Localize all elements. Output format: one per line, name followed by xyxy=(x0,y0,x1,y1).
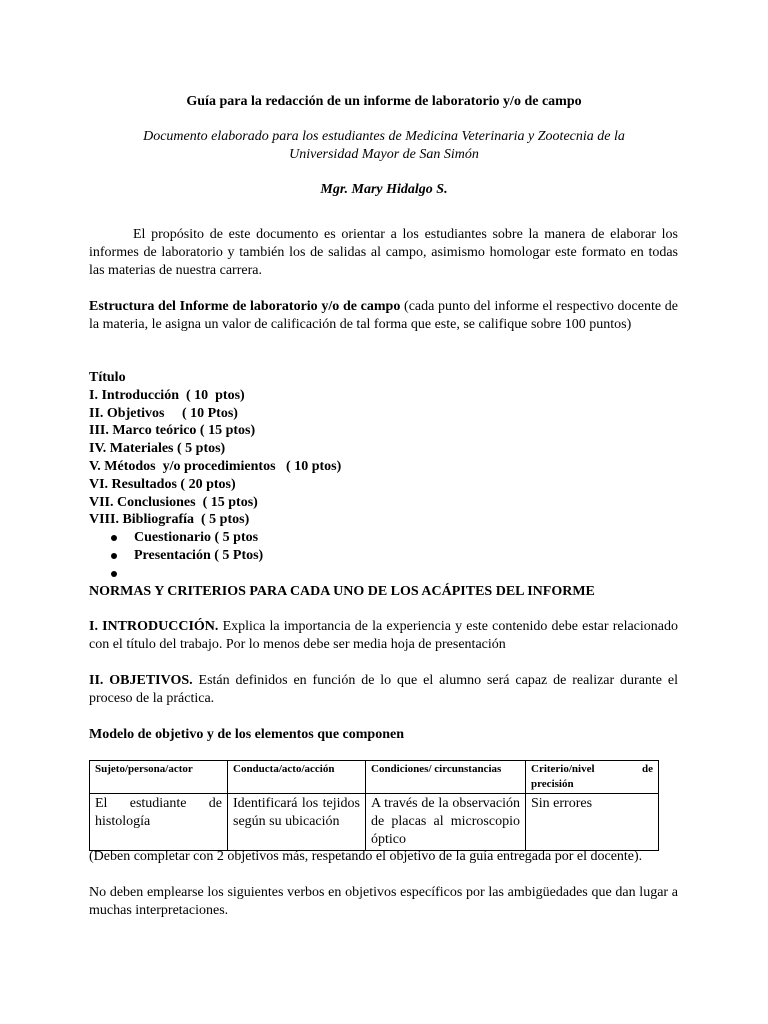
toc-item-conclusiones: VII. Conclusiones ( 15 ptos) xyxy=(89,494,258,510)
subtitle-line-2: Universidad Mayor de San Simón xyxy=(289,147,479,162)
toc-bullet-list xyxy=(89,529,678,582)
table-cell-sujeto: El estudiante de histología xyxy=(90,794,228,851)
estructura-heading: Estructura del Informe de laboratorio y/o de campo xyxy=(89,299,401,314)
intro-paragraph: El propósito de este documento es orientar a los estudiantes sobre la manera de elaborar los informes de laboratorio y también los de salidas al campo, asimismo homologar este formato en todas las materias de nuestra carrera. xyxy=(89,227,678,278)
document-subtitle xyxy=(89,128,679,164)
toc-item-marco-teorico: III. Marco teórico ( 15 ptos) xyxy=(89,423,256,439)
normas-heading: NORMAS Y CRITERIOS PARA CADA UNO DE LOS ACÁPITES DEL INFORME xyxy=(89,584,595,599)
table-cell-condiciones: A través de la observación de placas al microscopio óptico xyxy=(366,794,526,851)
table-cell-criterio: Sin errores xyxy=(526,794,659,851)
objetivos-heading: II. OBJETIVOS. xyxy=(89,673,193,688)
objective-model-table xyxy=(89,760,659,851)
table-cell-conducta: Identificará los tejidos según su ubicación xyxy=(228,794,366,851)
table-header-condiciones: Condiciones/ circunstancias xyxy=(366,761,526,794)
table-header-conducta: Conducta/acto/acción xyxy=(228,761,366,794)
note-paragraph-1: (Deben completar con 2 objetivos más, respetando el objetivo de la guía entregada por el docente). xyxy=(89,849,643,864)
document-author: Mgr. Mary Hidalgo S. xyxy=(320,182,448,197)
toc-item-resultados: VI. Resultados ( 20 ptos) xyxy=(89,476,236,492)
introduccion-heading: I. INTRODUCCIÓN. xyxy=(89,619,219,634)
introduccion-paragraph xyxy=(89,618,678,654)
estructura-paragraph xyxy=(89,298,678,334)
toc-bullet-presentacion: Presentación ( 5 Ptos) xyxy=(89,547,678,565)
table-row xyxy=(90,794,659,851)
subtitle-line-1: Documento elaborado para los estudiantes de Medicina Veterinaria y Zootecnia de la xyxy=(143,129,625,144)
toc-bullet-cuestionario: Cuestionario ( 5 ptos xyxy=(89,529,678,547)
table-header-sujeto: Sujeto/persona/actor xyxy=(90,761,228,794)
objetivos-text: Están definidos en función de lo que el alumno será capaz de realizar durante el proceso de la práctica. xyxy=(89,673,679,706)
report-structure-list xyxy=(89,369,678,583)
toc-item-materiales: IV. Materiales ( 5 ptos) xyxy=(89,441,226,457)
table-header-criterio: Criterio/nivel de precisión xyxy=(526,761,659,794)
estructura-text: (cada punto del informe el respectivo docente de la materia, le asigna un valor de calificación de tal forma que este, se califique sobre 100 puntos) xyxy=(89,299,678,332)
toc-item-introduccion: I. Introducción ( 10 ptos) xyxy=(89,387,245,403)
table-header-row xyxy=(90,761,659,794)
introduccion-text: Explica la importancia de la experiencia y este contenido debe estar relacionado con el título del trabajo. Por lo menos debe ser media hoja de presentación xyxy=(89,619,679,652)
modelo-heading: Modelo de objetivo y de los elementos que componen xyxy=(89,727,404,742)
note-paragraph-2: No deben emplearse los siguientes verbos en objetivos específicos por las ambigüedades que dan lugar a muchas interpretaciones. xyxy=(89,885,678,918)
toc-item-objetivos: II. Objetivos ( 10 Ptos) xyxy=(89,405,238,421)
toc-item-titulo: Título xyxy=(89,370,126,385)
toc-item-bibliografia: VIII. Bibliografía ( 5 ptos) xyxy=(89,512,250,528)
document-title: Guía para la redacción de un informe de laboratorio y/o de campo xyxy=(186,94,582,109)
objetivos-paragraph xyxy=(89,672,678,708)
toc-bullet-empty xyxy=(89,565,678,583)
toc-item-metodos: V. Métodos y/o procedimientos ( 10 ptos) xyxy=(89,458,342,474)
